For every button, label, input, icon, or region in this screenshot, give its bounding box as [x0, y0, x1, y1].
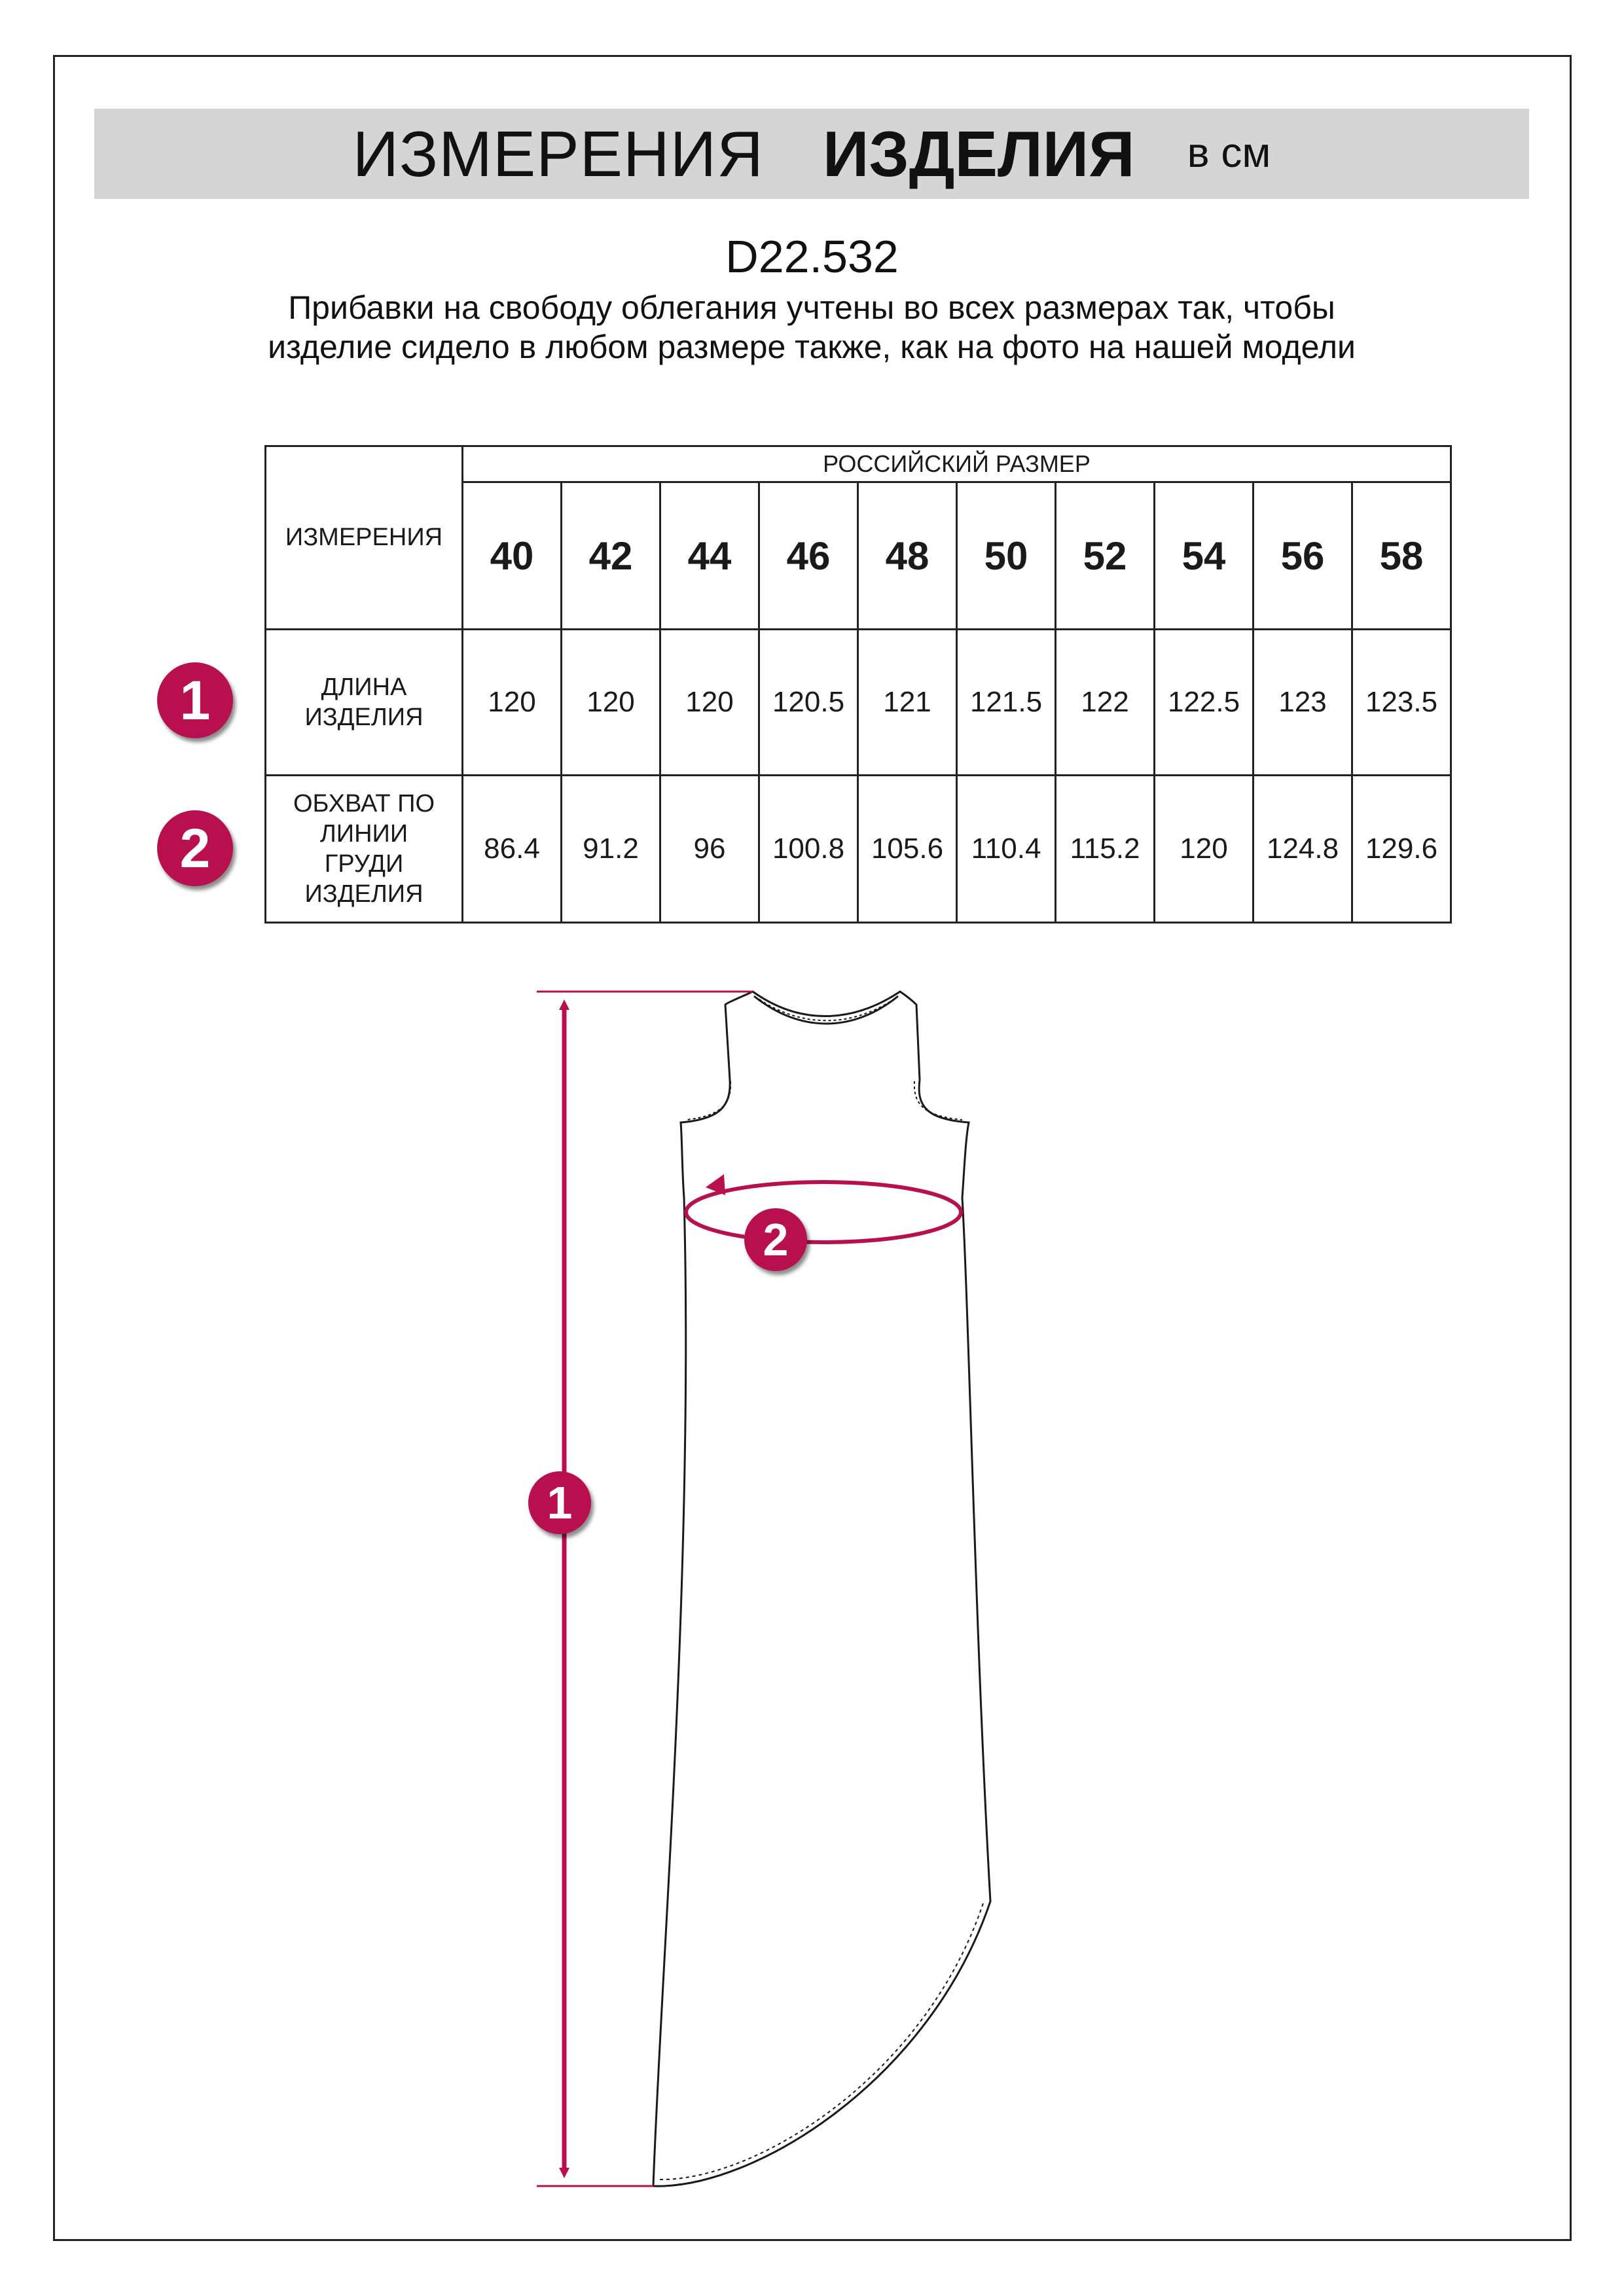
table-cell: 105.6	[858, 776, 957, 923]
size-header: 44	[660, 482, 759, 630]
size-header: 42	[562, 482, 660, 630]
table-cell: 115.2	[1056, 776, 1155, 923]
size-group-header: РОССИЙСКИЙ РАЗМЕР	[463, 446, 1451, 482]
measure-badge-1: 1	[157, 662, 233, 738]
title-unit: в см	[1187, 129, 1271, 176]
table-cell: 123	[1254, 630, 1352, 776]
size-header: 54	[1155, 482, 1254, 630]
table-cell: 91.2	[562, 776, 660, 923]
dress-outline	[653, 992, 990, 2186]
table-cell: 120	[562, 630, 660, 776]
table-cell: 121.5	[957, 630, 1056, 776]
measure-badge-2: 2	[157, 810, 233, 886]
size-header: 52	[1056, 482, 1155, 630]
title-bold: ИЗДЕЛИЯ	[822, 117, 1135, 190]
table-cell: 122.5	[1155, 630, 1254, 776]
size-header: 50	[957, 482, 1056, 630]
size-header: 58	[1352, 482, 1451, 630]
chest-marker-badge: 2	[744, 1208, 807, 1271]
length-marker-badge: 1	[528, 1471, 591, 1534]
row-label-text: ДЛИНА ИЗДЕЛИЯ	[304, 673, 424, 731]
table-cell: 120	[463, 630, 562, 776]
table-cell: 120.5	[759, 630, 858, 776]
table-cell: 123.5	[1352, 630, 1451, 776]
table-cell: 124.8	[1254, 776, 1352, 923]
table-cell: 110.4	[957, 776, 1056, 923]
table-cell: 129.6	[1352, 776, 1451, 923]
measure-header: ИЗМЕРЕНИЯ	[266, 446, 463, 630]
article-code: D22.532	[725, 231, 899, 282]
table-cell: 120	[660, 630, 759, 776]
size-header: 48	[858, 482, 957, 630]
size-header: 46	[759, 482, 858, 630]
table-cell: 86.4	[463, 776, 562, 923]
table-cell: 121	[858, 630, 957, 776]
fit-note: Прибавки на свободу облегания учтены во всех размерах так, чтобы изделие сидело в любом размере также, как на фото на нашей модели	[268, 289, 1356, 365]
size-header: 56	[1254, 482, 1352, 630]
size-header: 40	[463, 482, 562, 630]
table-cell: 100.8	[759, 776, 858, 923]
row-label-text: ОБХВАТ ПО ЛИНИИ ГРУДИ ИЗДЕЛИЯ	[293, 790, 435, 908]
table-cell: 96	[660, 776, 759, 923]
table-cell: 122	[1056, 630, 1155, 776]
table-cell: 120	[1155, 776, 1254, 923]
title-regular: ИЗМЕРЕНИЯ	[352, 117, 764, 190]
